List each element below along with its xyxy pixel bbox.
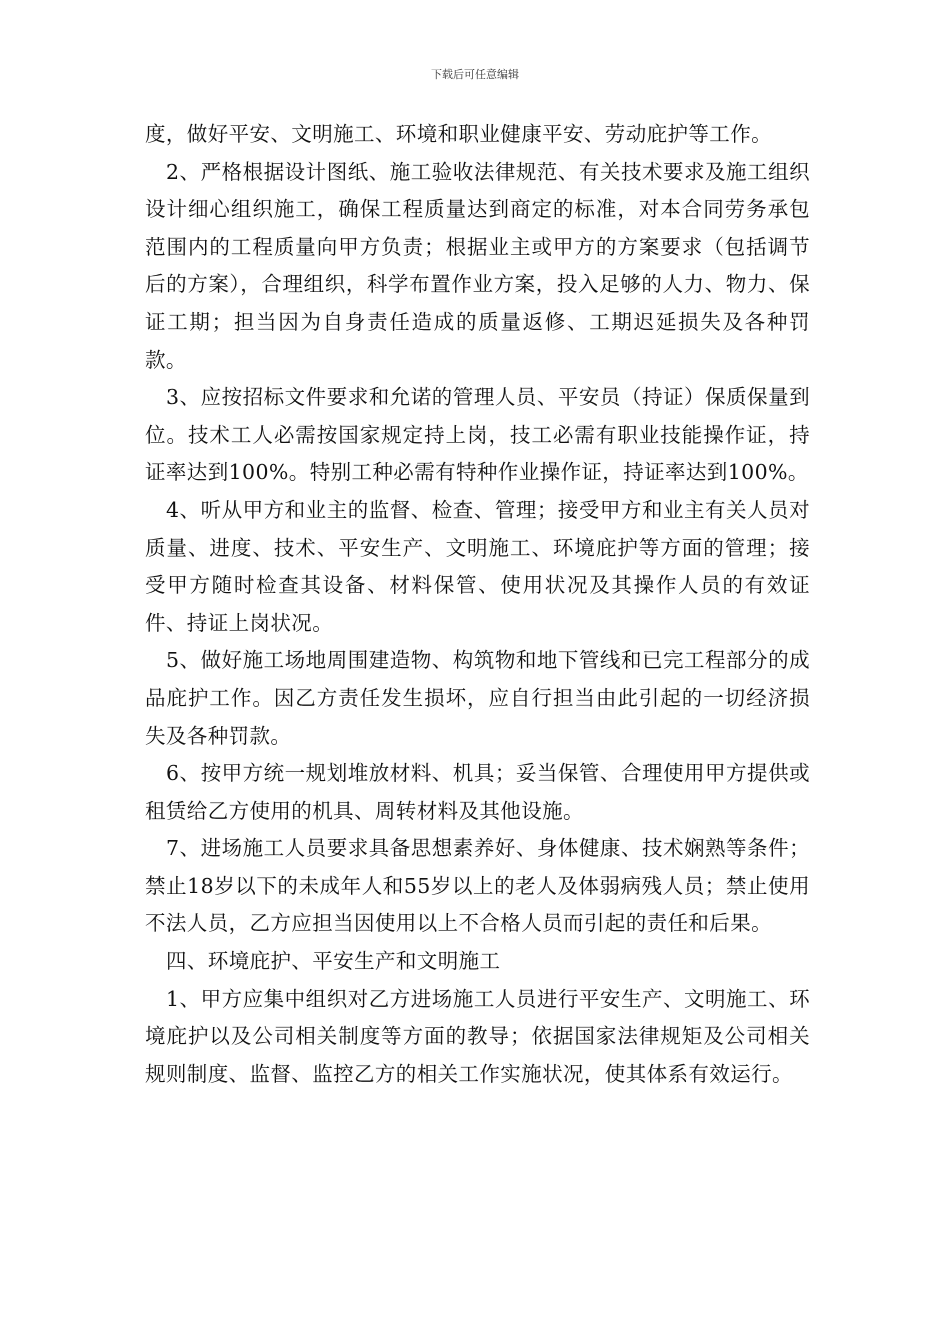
paragraph-item-5: 5、做好施工场地周围建造物、构筑物和地下管线和已完工程部分的成品庇护工作。因乙方责任发生损坏，应自行担当由此引起的一切经济损失及各种罚款。 [145, 648, 810, 748]
document-body [145, 116, 810, 1093]
paragraph-item-7: 7、进场施工人员要求具备思想素养好、身体健康、技术娴熟等条件；禁止18岁以下的未成年人和55岁以上的老人及体弱病残人员；禁止使用不法人员，乙方应担当因使用以上不合格人员而引起的责任和后果。 [145, 836, 810, 936]
paragraph-item-2: 2、严格根据设计图纸、施工验收法律规范、有关技术要求及施工组织设计细心组织施工，确保工程质量达到商定的标准，对本合同劳务承包范围内的工程质量向甲方负责；根据业主或甲方的方案要求（包括调节后的方案），合理组织，科学布置作业方案，投入足够的人力、物力、保证工期；担当因为自身责任造成的质量返修、工期迟延损失及各种罚款。 [145, 159, 810, 372]
paragraph-continuation: 度，做好平安、文明施工、环境和职业健康平安、劳动庇护等工作。 [145, 122, 772, 146]
section-heading-4: 四、环境庇护、平安生产和文明施工 [166, 949, 501, 974]
paragraph-item-4: 4、听从甲方和业主的监督、检查、管理；接受甲方和业主有关人员对质量、进度、技术、平安生产、文明施工、环境庇护等方面的管理；接受甲方随时检查其设备、材料保管、使用状况及其操作人员的有效证件、持证上岗状况。 [145, 497, 810, 635]
page-header-note: 下载后可任意编辑 [431, 68, 519, 81]
paragraph-item-6: 6、按甲方统一规划堆放材料、机具；妥当保管、合理使用甲方提供或租赁给乙方使用的机具、周转材料及其他设施。 [145, 761, 810, 823]
paragraph-item-3: 3、应按招标文件要求和允诺的管理人员、平安员（持证）保质保量到位。技术工人必需按国家规定持上岗，技工必需有职业技能操作证，持证率达到100%。特别工种必需有特种作业操作证，持证率达到100%。 [145, 385, 810, 485]
paragraph-section4-item-1: 1、甲方应集中组织对乙方进场施工人员进行平安生产、文明施工、环境庇护以及公司相关制度等方面的教导；依据国家法律规矩及公司相关规则制度、监督、监控乙方的相关工作实施状况，使其体系有效运行。 [145, 986, 810, 1086]
